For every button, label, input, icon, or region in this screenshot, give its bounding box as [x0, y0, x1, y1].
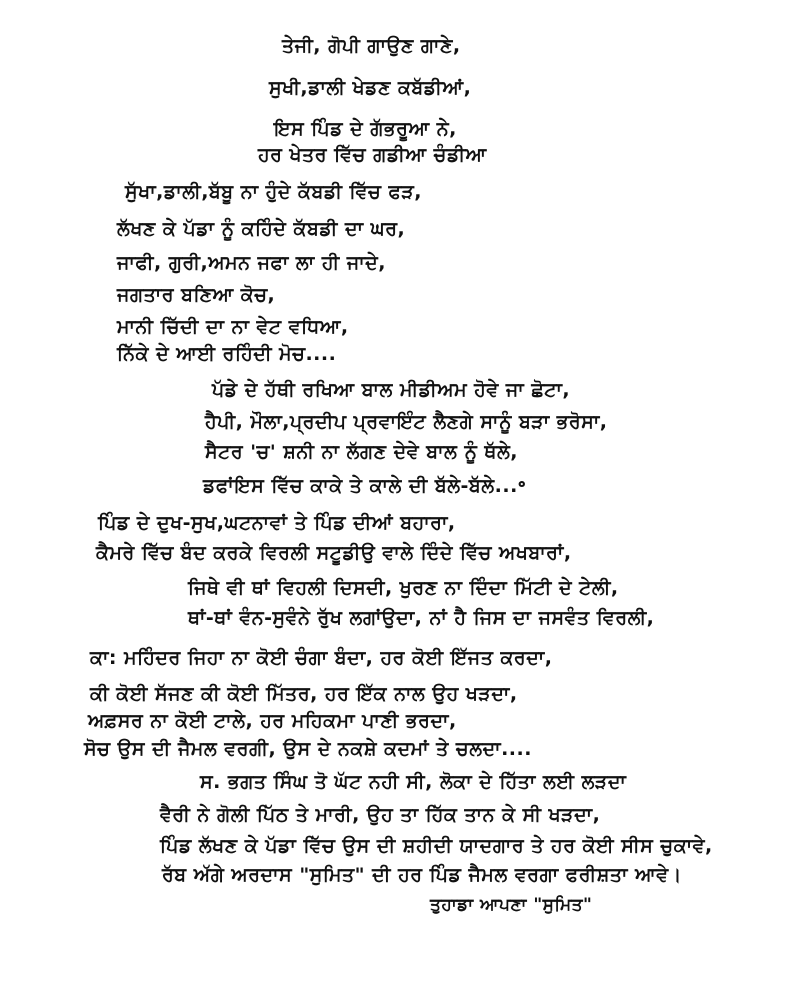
poem-line: ਪੱਡੇ ਦੇ ਹੱਥੀ ਰਖਿਆ ਬਾਲ ਮੀਡੀਅਮ ਹੋਵੇ ਜਾ ਛੋਟਾ, [212, 379, 571, 401]
poem-line: ਸੋਚ ਉਸ ਦੀ ਜੈਮਲ ਵਰਗੀ, ਉਸ ਦੇ ਨਕਸ਼ੇ ਕਦਮਾਂ ਤੇ ਚਲਦਾ.... [84, 738, 532, 760]
poem-line: ਸੈਟਰ 'ਚ' ਸ਼ਨੀ ਨਾ ਲੱਗਣ ਦੇਵੇ ਬਾਲ ਨੂੰ ਥੱਲੇ, [205, 441, 519, 463]
poem-line: ਸੁਖੀ,ਡਾਲੀ ਖੇਡਣ ਕਬੱਡੀਆਂ, [269, 77, 472, 99]
poem-line: ਡਫਾਂਇਸ ਵਿੱਚ ਕਾਕੇ ਤੇ ਕਾਲੇ ਦੀ ਬੱਲੇ-ਬੱਲੇ...॰ [203, 475, 527, 497]
poem-line: ਵੈਰੀ ਨੇ ਗੋਲੀ ਪਿੱਠ ਤੇ ਮਾਰੀ, ਉਹ ਤਾ ਹਿੱਕ ਤਾਨ ਕੇ ਸੀ ਖੜਦਾ, [160, 804, 601, 826]
poem-line: ਸ. ਭਗਤ ਸਿੰਘ ਤੋ ਘੱਟ ਨਹੀ ਸੀ, ਲੋਕਾ ਦੇ ਹਿੱਤਾ ਲਈ ਲੜਦਾ [200, 771, 627, 793]
poem-line: ਜਿਥੇ ਵੀ ਥਾਂ ਵਿਹਲੀ ਦਿਸਦੀ, ਖੁਰਣ ਨਾ ਦਿੰਦਾ ਮਿੱਟੀ ਦੇ ਟੇਲੀ, [188, 577, 619, 599]
poem-line: ਕੀ ਕੋਈ ਸੱਜਣ ਕੀ ਕੋਈ ਮਿੱਤਰ, ਹਰ ਇੱਕ ਨਾਲ ਉਹ ਖੜਦਾ, [90, 683, 518, 705]
poem-line: ਇਸ ਪਿੰਡ ਦੇ ਗੱਭਰੂਆ ਨੇ, [274, 118, 457, 140]
poem-line: ਕਾ: ਮਹਿੰਦਰ ਜਿਹਾ ਨਾ ਕੋਈ ਚੰਗਾ ਬੰਦਾ, ਹਰ ਕੋਈ ਇੱਜਤ ਕਰਦਾ, [90, 647, 553, 669]
poem-line: ਪਿੰਡ ਦੇ ਦੁਖ-ਸੁਖ,ਘਟਨਾਵਾਂ ਤੇ ਪਿੰਡ ਦੀਆਂ ਬਹਾਰਾ, [98, 512, 456, 534]
poem-line: ਲੱਖਣ ਕੇ ਪੱਡਾ ਨੂੰ ਕਹਿੰਦੇ ਕੱਬਡੀ ਦਾ ਘਰ, [117, 218, 406, 240]
poem-line: ਸੁੱਖਾ,ਡਾਲੀ,ਬੱਬੂ ਨਾ ਹੁੰਦੇ ਕੱਬਡੀ ਵਿੱਚ ਫੜ, [125, 181, 422, 203]
poem-line: ਅਫ਼ਸਰ ਨਾ ਕੋਈ ਟਾਲੇ, ਹਰ ਮਹਿਕਮਾ ਪਾਣੀ ਭਰਦਾ, [88, 710, 457, 732]
poem-line: ਜਗਤਾਰ ਬਣਿਆ ਕੋਚ, [117, 284, 276, 306]
poem-line: ਜਾਫੀ, ਗੁਰੀ,ਅਮਨ ਜਫਾ ਲਾ ਹੀ ਜਾਦੇ, [117, 252, 386, 274]
poem-line: ਪਿੰਡ ਲੱਖਣ ਕੇ ਪੱਡਾ ਵਿੱਚ ਉਸ ਦੀ ਸ਼ਹੀਦੀ ਯਾਦਗਾਰ ਤੇ ਹਰ ਕੋਈ ਸੀਸ ਚੁਕਾਵੇ, [160, 835, 713, 857]
poem-line: ਥਾਂ-ਥਾਂ ਵੰਨ-ਸੁਵੰਨੇ ਰੁੱਖ ਲਗਾਂਉਦਾ, ਨਾਂ ਹੈ ਜਿਸ ਦਾ ਜਸਵੰਤ ਵਿਰਲੀ, [188, 607, 655, 629]
poem-line: ਹੈਪੀ, ਮੌਲਾ,ਪ੍ਰਦੀਪ ਪ੍ਰਵਾਇੰਟ ਲੈਣਗੇ ਸਾਨੂੰ ਬੜਾ ਭਰੋਸਾ, [205, 411, 608, 433]
poem-line: ਰੱਬ ਅੱਗੇ ਅਰਦਾਸ "ਸੁਮਿਤ" ਦੀ ਹਰ ਪਿੰਡ ਜੈਮਲ ਵਰਗਾ ਫਰੀਸ਼ਤਾ ਆਵੇ। [162, 864, 682, 886]
poem-line: ਕੈਮਰੇ ਵਿੱਚ ਬੰਦ ਕਰਕੇ ਵਿਰਲੀ ਸਟੂਡੀਉ ਵਾਲੇ ਦਿੰਦੇ ਵਿੱਚ ਅਖਬਾਰਾਂ, [96, 542, 572, 564]
poem-line: ਹਰ ਖੇਤਰ ਵਿੱਚ ਗਡੀਆ ਚੰਡੀਆ [258, 144, 487, 166]
poem-line: ਤੇਜੀ, ਗੋਪੀ ਗਾਉਣ ਗਾਣੇ, [282, 35, 461, 57]
signature: ਤੁਹਾਡਾ ਆਪਣਾ "ਸੁਮਿਤ" [430, 895, 593, 915]
poem-line: ਮਾਨੀ ਚਿੱਦੀ ਦਾ ਨਾ ਵੇਟ ਵਧਿਆ, [117, 316, 349, 338]
poem-line: ਨਿੱਕੇ ਦੇ ਆਈ ਰਹਿੰਦੀ ਮੋਚ.... [117, 343, 337, 365]
